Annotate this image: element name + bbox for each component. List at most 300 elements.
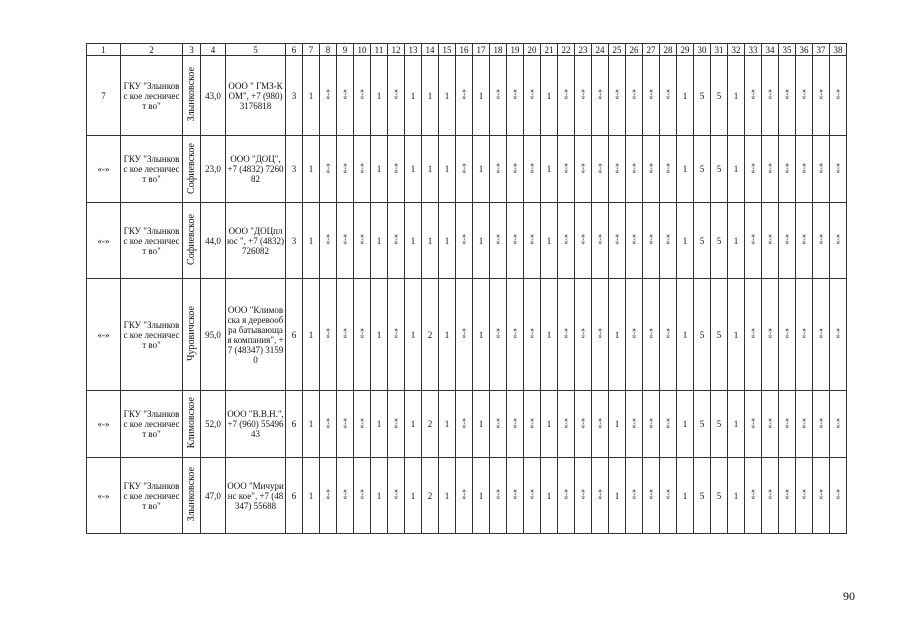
organization-cell-text: ГКУ "Злынковс кое лесничест во" xyxy=(123,319,180,350)
header-cell: 18 xyxy=(490,44,507,56)
value-cell-text: «-» xyxy=(630,489,639,500)
value-cell-text: 1 xyxy=(410,419,416,429)
value-cell-text: 1 xyxy=(546,490,552,501)
value-cell-text: 1 xyxy=(427,90,433,101)
value-cell xyxy=(303,458,320,534)
value-cell xyxy=(779,391,796,458)
district-cell-text: Софиевское xyxy=(185,214,197,265)
value-cell xyxy=(830,458,847,534)
district-cell xyxy=(183,136,201,203)
value-cell-text: «-» xyxy=(324,234,333,245)
value-cell-text: «-» xyxy=(358,89,367,100)
value-cell-text: «-» xyxy=(494,489,503,500)
value-cell-text: «-» xyxy=(766,234,775,245)
value-cell xyxy=(626,279,643,391)
value-cell xyxy=(694,279,711,391)
table-row xyxy=(87,136,847,203)
value-cell xyxy=(796,458,813,534)
value-cell-text: «-» xyxy=(664,417,673,429)
value-cell xyxy=(320,56,337,136)
value-cell-text: «-» xyxy=(324,328,333,339)
value-cell-text: «-» xyxy=(766,489,775,500)
area-cell xyxy=(201,136,226,203)
header-cell: 20 xyxy=(524,44,541,56)
value-cell xyxy=(660,391,677,458)
value-cell xyxy=(745,56,762,136)
value-cell-text: 5 xyxy=(699,164,705,174)
value-cell xyxy=(694,56,711,136)
value-cell xyxy=(524,279,541,391)
table-row xyxy=(87,458,847,534)
value-cell-text: 1 xyxy=(444,419,450,429)
value-cell-text: «-» xyxy=(358,328,367,339)
value-cell-text: 1 xyxy=(478,90,484,101)
value-cell xyxy=(337,458,354,534)
value-cell xyxy=(558,458,575,534)
value-cell xyxy=(456,279,473,391)
value-cell-text: 5 xyxy=(716,164,722,174)
value-cell xyxy=(609,279,626,391)
header-cell: 16 xyxy=(456,44,473,56)
value-cell xyxy=(609,203,626,279)
value-cell-text: «-» xyxy=(528,89,537,100)
value-cell xyxy=(286,391,303,458)
value-cell xyxy=(388,203,405,279)
value-cell xyxy=(762,279,779,391)
value-cell xyxy=(320,203,337,279)
value-cell xyxy=(779,279,796,391)
tenant-cell-text: ООО "Климовска я деревообра батывающа я компания", +7 (48347) 31590 xyxy=(227,304,284,365)
organization-cell xyxy=(121,458,183,534)
value-cell-text: «-» xyxy=(817,328,826,339)
area-cell-text: 47,0 xyxy=(205,490,221,501)
value-cell xyxy=(473,279,490,391)
value-cell xyxy=(490,56,507,136)
value-cell-text: «-» xyxy=(392,234,401,245)
value-cell-text: «-» xyxy=(664,234,673,245)
value-cell xyxy=(354,136,371,203)
value-cell-text: 1 xyxy=(444,164,450,174)
value-cell xyxy=(745,279,762,391)
row-number-cell-text: «-» xyxy=(97,490,110,501)
value-cell xyxy=(507,391,524,458)
value-cell-text: «-» xyxy=(817,89,826,100)
value-cell xyxy=(626,203,643,279)
value-cell xyxy=(796,203,813,279)
value-cell-text: «-» xyxy=(613,234,622,245)
value-cell-text: «-» xyxy=(562,162,571,174)
value-cell-text: 1 xyxy=(733,490,739,501)
header-cell: 23 xyxy=(575,44,592,56)
value-cell xyxy=(575,56,592,136)
value-cell-text: «-» xyxy=(460,417,469,429)
value-cell xyxy=(643,203,660,279)
value-cell-text: «-» xyxy=(392,162,401,174)
value-cell xyxy=(626,56,643,136)
tenant-cell xyxy=(226,279,286,391)
value-cell-text: «-» xyxy=(562,417,571,429)
value-cell xyxy=(694,203,711,279)
value-cell-text: 1 xyxy=(410,329,416,340)
row-number-cell-text: «-» xyxy=(97,235,110,246)
value-cell xyxy=(303,391,320,458)
value-cell-text: 1 xyxy=(308,235,314,246)
value-cell-text: «-» xyxy=(817,417,826,429)
organization-cell xyxy=(121,279,183,391)
value-cell-text: «-» xyxy=(494,162,503,174)
value-cell xyxy=(558,391,575,458)
value-cell-text: 5 xyxy=(699,90,705,101)
header-cell: 34 xyxy=(762,44,779,56)
value-cell-text: «-» xyxy=(579,417,588,429)
value-cell xyxy=(813,391,830,458)
value-cell xyxy=(609,136,626,203)
value-cell-text: 1 xyxy=(478,164,484,174)
district-cell-text: Злынковское xyxy=(185,67,197,122)
value-cell xyxy=(456,56,473,136)
value-cell xyxy=(830,391,847,458)
value-cell xyxy=(626,391,643,458)
value-cell-text: «-» xyxy=(766,417,775,429)
value-cell xyxy=(354,203,371,279)
value-cell-text: «-» xyxy=(324,417,333,429)
value-cell xyxy=(541,279,558,391)
value-cell-text: «-» xyxy=(528,234,537,245)
area-cell-text: 95,0 xyxy=(205,329,221,340)
tenant-cell xyxy=(226,136,286,203)
value-cell-text: «-» xyxy=(800,162,809,174)
value-cell-text: 1 xyxy=(478,419,484,429)
value-cell-text: «-» xyxy=(494,89,503,100)
tenant-cell-text: ООО " ГМЗ-КОМ", +7 (980) 3176818 xyxy=(228,80,283,111)
value-cell xyxy=(473,203,490,279)
value-cell-text: 3 xyxy=(291,164,297,174)
header-cell: 33 xyxy=(745,44,762,56)
value-cell xyxy=(405,136,422,203)
value-cell-text: «-» xyxy=(341,328,350,339)
value-cell xyxy=(422,203,439,279)
value-cell xyxy=(507,279,524,391)
header-cell: 28 xyxy=(660,44,677,56)
value-cell xyxy=(762,391,779,458)
value-cell-text: «-» xyxy=(460,328,469,339)
table-row xyxy=(87,203,847,279)
value-cell xyxy=(439,458,456,534)
value-cell xyxy=(286,203,303,279)
value-cell-text: 1 xyxy=(478,235,484,246)
header-row xyxy=(87,44,847,56)
value-cell xyxy=(371,391,388,458)
value-cell xyxy=(643,136,660,203)
district-cell-text: Софиевское xyxy=(185,142,197,194)
header-cell: 36 xyxy=(796,44,813,56)
value-cell-text: 1 xyxy=(733,235,739,246)
organization-cell xyxy=(121,136,183,203)
value-cell-text: «-» xyxy=(834,328,843,339)
value-cell-text: «-» xyxy=(783,417,792,429)
data-table xyxy=(86,43,847,534)
value-cell xyxy=(490,136,507,203)
value-cell xyxy=(830,136,847,203)
value-cell-text: 5 xyxy=(716,329,722,340)
value-cell xyxy=(592,136,609,203)
header-cell: 13 xyxy=(405,44,422,56)
tenant-cell-text: ООО "ДОЦплюс ", +7 (4832) 726082 xyxy=(227,225,284,256)
header-cell: 32 xyxy=(728,44,745,56)
row-number-cell-text: 7 xyxy=(101,90,106,101)
value-cell-text: «-» xyxy=(460,162,469,174)
value-cell-text: «-» xyxy=(579,89,588,100)
value-cell xyxy=(558,136,575,203)
value-cell xyxy=(592,391,609,458)
value-cell-text: 1 xyxy=(308,164,314,174)
value-cell-text: «-» xyxy=(494,328,503,339)
value-cell-text: «-» xyxy=(596,162,605,174)
value-cell xyxy=(711,279,728,391)
value-cell-text: «-» xyxy=(647,417,656,429)
value-cell xyxy=(694,458,711,534)
value-cell-text: «-» xyxy=(511,234,520,245)
value-cell-text: 1 xyxy=(614,419,620,429)
district-cell-text: Климовское xyxy=(185,397,197,449)
value-cell xyxy=(473,136,490,203)
value-cell xyxy=(660,136,677,203)
value-cell-text: 1 xyxy=(682,490,688,501)
value-cell xyxy=(626,458,643,534)
value-cell xyxy=(677,458,694,534)
value-cell xyxy=(728,279,745,391)
district-cell xyxy=(183,279,201,391)
header-cell: 2 xyxy=(121,44,183,56)
value-cell xyxy=(660,56,677,136)
value-cell xyxy=(524,136,541,203)
value-cell xyxy=(609,458,626,534)
value-cell-text: 1 xyxy=(308,329,314,340)
value-cell-text: «-» xyxy=(647,162,656,174)
value-cell xyxy=(830,203,847,279)
header-cell: 5 xyxy=(226,44,286,56)
value-cell-text: «-» xyxy=(562,489,571,500)
value-cell xyxy=(303,203,320,279)
value-cell xyxy=(762,56,779,136)
value-cell xyxy=(609,391,626,458)
value-cell xyxy=(303,56,320,136)
value-cell-text: 1 xyxy=(444,235,450,246)
value-cell-text: «-» xyxy=(647,234,656,245)
value-cell xyxy=(728,136,745,203)
value-cell xyxy=(507,136,524,203)
header-cell: 37 xyxy=(813,44,830,56)
value-cell-text: 2 xyxy=(427,329,433,340)
value-cell-text: «-» xyxy=(630,328,639,339)
value-cell-text: «-» xyxy=(613,162,622,174)
value-cell-text: 2 xyxy=(427,490,433,501)
value-cell xyxy=(728,56,745,136)
value-cell xyxy=(490,203,507,279)
tenant-cell xyxy=(226,458,286,534)
value-cell xyxy=(354,279,371,391)
value-cell-text: 1 xyxy=(546,90,552,101)
value-cell-text: «-» xyxy=(511,417,520,429)
value-cell-text: «-» xyxy=(834,234,843,245)
value-cell-text: «-» xyxy=(800,89,809,100)
value-cell xyxy=(796,279,813,391)
value-cell xyxy=(711,391,728,458)
header-cell: 4 xyxy=(201,44,226,56)
value-cell-text: «-» xyxy=(766,328,775,339)
value-cell xyxy=(830,56,847,136)
header-cell: 35 xyxy=(779,44,796,56)
value-cell xyxy=(456,458,473,534)
district-cell-text: Чуровичское xyxy=(185,306,197,361)
value-cell-text: «-» xyxy=(766,162,775,174)
organization-cell-text: ГКУ "Злынковс кое лесничест во" xyxy=(123,154,180,184)
value-cell xyxy=(405,391,422,458)
row-number-cell xyxy=(87,136,121,203)
value-cell xyxy=(813,136,830,203)
value-cell xyxy=(830,279,847,391)
row-number-cell xyxy=(87,458,121,534)
value-cell-text: «-» xyxy=(528,328,537,339)
value-cell-text: 1 xyxy=(682,235,688,246)
area-cell xyxy=(201,391,226,458)
organization-cell xyxy=(121,203,183,279)
value-cell xyxy=(286,136,303,203)
district-cell xyxy=(183,56,201,136)
value-cell xyxy=(728,203,745,279)
header-cell: 14 xyxy=(422,44,439,56)
value-cell-text: «-» xyxy=(392,417,401,429)
value-cell-text: 1 xyxy=(478,490,484,501)
organization-cell xyxy=(121,391,183,458)
value-cell-text: «-» xyxy=(817,489,826,500)
value-cell xyxy=(337,136,354,203)
value-cell-text: 1 xyxy=(682,164,688,174)
value-cell xyxy=(456,203,473,279)
value-cell-text: «-» xyxy=(664,162,673,174)
value-cell-text: «-» xyxy=(766,89,775,100)
value-cell xyxy=(286,56,303,136)
value-cell xyxy=(643,391,660,458)
value-cell-text: «-» xyxy=(460,234,469,245)
value-cell-text: «-» xyxy=(392,89,401,100)
tenant-cell-text: ООО "Мичуринс кое", +7 (48347) 55688 xyxy=(227,480,284,511)
value-cell-text: «-» xyxy=(749,89,758,100)
tenant-cell xyxy=(226,203,286,279)
value-cell-text: 1 xyxy=(308,419,314,429)
value-cell xyxy=(677,203,694,279)
value-cell-text: «-» xyxy=(324,489,333,500)
value-cell-text: «-» xyxy=(358,162,367,174)
value-cell xyxy=(541,136,558,203)
value-cell-text: 3 xyxy=(291,235,297,246)
value-cell xyxy=(371,56,388,136)
value-cell-text: «-» xyxy=(494,234,503,245)
value-cell-text: «-» xyxy=(511,489,520,500)
district-cell xyxy=(183,391,201,458)
row-number-cell-text: «-» xyxy=(97,329,110,340)
value-cell-text: 1 xyxy=(308,90,314,101)
value-cell-text: «-» xyxy=(749,328,758,339)
value-cell-text: 1 xyxy=(614,329,620,340)
organization-cell-text: ГКУ "Злынковс кое лесничест во" xyxy=(123,480,180,511)
value-cell-text: «-» xyxy=(341,162,350,174)
value-cell-text: 1 xyxy=(410,164,416,174)
value-cell-text: 1 xyxy=(410,235,416,246)
tenant-cell-text: ООО "ДОЦ", +7 (4832) 726082 xyxy=(227,154,284,184)
value-cell-text: «-» xyxy=(460,89,469,100)
value-cell-text: 1 xyxy=(546,164,552,174)
value-cell-text: «-» xyxy=(528,162,537,174)
value-cell-text: «-» xyxy=(528,417,537,429)
value-cell xyxy=(813,279,830,391)
value-cell-text: 5 xyxy=(699,490,705,501)
tenant-cell xyxy=(226,56,286,136)
value-cell-text: 1 xyxy=(427,235,433,246)
value-cell xyxy=(813,56,830,136)
value-cell-text: «-» xyxy=(579,162,588,174)
value-cell xyxy=(354,458,371,534)
value-cell xyxy=(422,136,439,203)
header-cell: 31 xyxy=(711,44,728,56)
value-cell xyxy=(490,279,507,391)
value-cell-text: «-» xyxy=(783,328,792,339)
value-cell xyxy=(490,458,507,534)
value-cell-text: 1 xyxy=(444,490,450,501)
value-cell xyxy=(575,203,592,279)
value-cell-text: «-» xyxy=(613,89,622,100)
value-cell xyxy=(745,391,762,458)
value-cell-text: 1 xyxy=(733,90,739,101)
value-cell-text: «-» xyxy=(800,234,809,245)
value-cell-text: «-» xyxy=(511,328,520,339)
tenant-cell xyxy=(226,391,286,458)
header-cell: 24 xyxy=(592,44,609,56)
value-cell-text: 3 xyxy=(291,90,297,101)
value-cell-text: «-» xyxy=(324,89,333,100)
value-cell xyxy=(677,279,694,391)
value-cell xyxy=(439,391,456,458)
value-cell-text: «-» xyxy=(664,328,673,339)
district-cell-text: Злынковское xyxy=(185,467,197,522)
value-cell xyxy=(286,458,303,534)
value-cell-text: «-» xyxy=(664,89,673,100)
header-cell: 19 xyxy=(507,44,524,56)
value-cell-text: «-» xyxy=(647,89,656,100)
value-cell-text: 1 xyxy=(614,490,620,501)
header-cell: 15 xyxy=(439,44,456,56)
value-cell xyxy=(337,203,354,279)
header-cell: 6 xyxy=(286,44,303,56)
value-cell xyxy=(303,279,320,391)
header-cell: 7 xyxy=(303,44,320,56)
value-cell-text: «-» xyxy=(749,162,758,174)
value-cell xyxy=(524,458,541,534)
value-cell xyxy=(405,458,422,534)
value-cell-text: «-» xyxy=(392,489,401,500)
value-cell xyxy=(320,458,337,534)
area-cell-text: 43,0 xyxy=(205,90,221,101)
value-cell xyxy=(490,391,507,458)
value-cell-text: «-» xyxy=(596,417,605,429)
header-cell: 11 xyxy=(371,44,388,56)
value-cell-text: «-» xyxy=(800,417,809,429)
value-cell xyxy=(728,458,745,534)
value-cell xyxy=(813,203,830,279)
value-cell-text: «-» xyxy=(579,489,588,500)
value-cell-text: 6 xyxy=(291,490,297,501)
value-cell-text: «-» xyxy=(358,489,367,500)
